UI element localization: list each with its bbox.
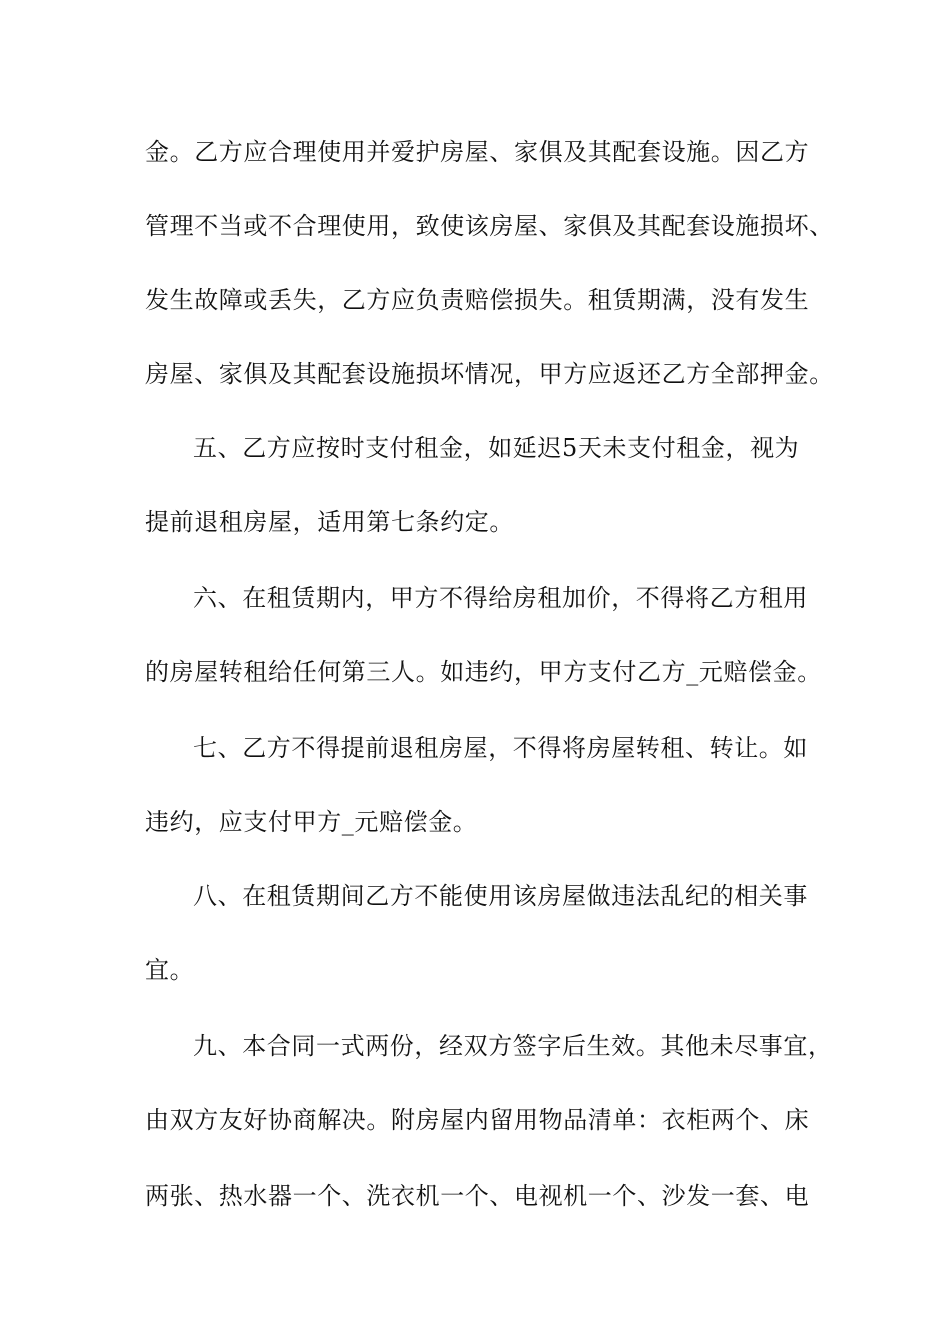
text-line: 发生故障或丢失，乙方应负责赔偿损失。租赁期满，没有发生 xyxy=(145,286,810,314)
text-line: 房屋、家俱及其配套设施损坏情况，甲方应返还乙方全部押金。 xyxy=(145,360,834,388)
text-line: 金。乙方应合理使用并爱护房屋、家俱及其配套设施。因乙方 xyxy=(145,138,810,166)
text-line: 的房屋转租给任何第三人。如违约，甲方支付乙方_元赔偿金。 xyxy=(145,658,822,686)
text-line: 六、在租赁期内，甲方不得给房租加价，不得将乙方租用 xyxy=(193,584,808,612)
text-line: 管理不当或不合理使用，致使该房屋、家俱及其配套设施损坏、 xyxy=(145,212,834,240)
text-line: 违约，应支付甲方_元赔偿金。 xyxy=(145,808,478,836)
text-line: 两张、热水器一个、洗衣机一个、电视机一个、沙发一套、电 xyxy=(145,1182,810,1210)
text-line: 宜。 xyxy=(145,956,195,984)
text-line: 九、本合同一式两份，经双方签字后生效。其他未尽事宜， xyxy=(193,1032,833,1060)
text-line: 五、乙方应按时支付租金，如延迟5天未支付租金，视为 xyxy=(193,434,800,462)
text-line: 七、乙方不得提前退租房屋，不得将房屋转租、转让。如 xyxy=(193,734,808,762)
text-line: 八、在租赁期间乙方不能使用该房屋做违法乱纪的相关事 xyxy=(193,882,808,910)
text-line: 提前退租房屋，适用第七条约定。 xyxy=(145,508,514,536)
text-line: 由双方友好协商解决。附房屋内留用物品清单：衣柜两个、床 xyxy=(145,1106,810,1134)
